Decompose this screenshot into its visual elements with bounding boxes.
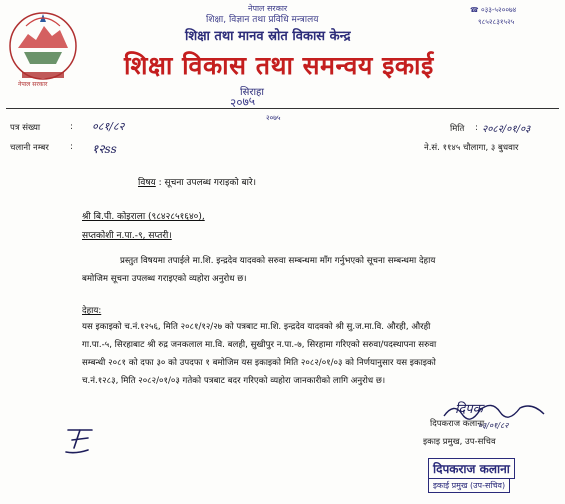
recipient-address: सप्तकोशी न.पा.-९, सप्तरी। <box>82 231 172 241</box>
body-paragraph-1-line-2: बमोजिम सूचना उपलब्ध गराइएको व्यहोरा अनुरोध छ। <box>82 274 247 284</box>
chalani-value: १२ss <box>92 142 117 156</box>
emblem-caption: नेपाल सरकार <box>18 81 48 88</box>
place-name: सिराहा <box>240 87 264 98</box>
phone-number-1 <box>470 6 516 15</box>
header-rule <box>6 108 559 109</box>
phone-number-2: ९८५२८३१५२५ <box>478 18 515 26</box>
chalani-label: चलानी नम्बर <box>10 143 49 153</box>
body-paragraph-2-line-1: यस इकाइको च.नं.१२५६, मिति २०८१/१२/२७ को पत्रबाट मा.शि. इन्द्रदेव यादवको श्री सु.ज.मा.वि. औरही, औरही <box>82 322 431 332</box>
center-name: शिक्षा तथा मानव स्रोत विकास केन्द्र <box>185 29 351 44</box>
initials-mark-icon <box>62 424 100 456</box>
phone-icon: ☎ <box>470 6 479 14</box>
signatory-name: दिपकराज कलाना <box>430 419 485 429</box>
letter-page: नेपाल सरकार नेपाल सरकार शिक्षा, विज्ञान तथा प्रविधि मन्त्रालय शिक्षा तथा मानव स्रोत विकास केन्द्र शिक्षा विकास तथा समन्वय इकाई सिराहा २०७५ २०७५ ☎ ०३३-५२००७४ ९८५२८३१५२५ पत्र संख्या : ०८१/८२ चलानी नम्बर : १२ss मिति : २०८२/०१/०३ ने.सं. ११४५ चौलागा, ३ बुधवार विषय : सूचना उपलब्ध गराइको बारे। श्री बि.पी. कोइराला (९८४२८५१६४०), सप्तकोशी न.पा.-९, सप्तरी। प्रस्तुत विषयमा तपाईले मा.शि. इन्द्रदेव यादवको सरुवा सम्बन्धमा माँग गर्नुभएको सूचना सम्बन्धमा देहाय बमोजिम सूचना उपलब्ध गराइएको व्यहोरा अनुरोध छ। देहाय: यस इकाइको च.नं.१२५६, मिति २०८१/१२/२७ को पत्रबाट मा.शि. इन्द्रदेव यादवको श्री सु.ज.मा.वि. औरही, औरही गा.पा.-५, सिरहाबाट श्री रुद्र जनकलाल मा.वि. बलही, सुखीपुर न.पा.-७, सिरहामा गरिएको सरुवा/पदस्थापना सरुवा सम्बन्धी २०८१ को दफा ३० को उपदफा १ बमोजिम यस इकाइको मिति २०८२/०१/०३ को निर्णयानुसार यस इकाइको च.नं.१२८३, मिति २०८२/०१/०३ गतेको पत्रबाट बदर गरिएको व्यहोरा जानकारीको लागि अनुरोध छ। दिपक ०३/०१/८२ दिपकराज कलाना इकाइ प्रमुख, उप-सचिव दिपकराज कलाना इकाई प्रमुख (उप-सचिव) <box>0 0 565 504</box>
title-stamp: इकाई प्रमुख (उप-सचिव) <box>428 478 510 493</box>
subject-text: : सूचना उपलब्ध गराइको बारे। <box>158 178 257 188</box>
date-label: मिति <box>450 124 465 134</box>
signature-scribble: दिपक <box>455 402 483 417</box>
unit-title: शिक्षा विकास तथा समन्वय इकाई <box>124 51 434 80</box>
nepal-samvat-date: ने.सं. ११४५ चौलागा, ३ बुधवार <box>424 143 519 153</box>
establishment-stamp: २०७५ <box>229 93 256 111</box>
phone-number-1-text: ०३३-५२००७४ <box>480 6 517 14</box>
government-name: नेपाल सरकार <box>248 4 288 13</box>
name-stamp: दिपकराज कलाना <box>428 458 515 479</box>
ministry-name: शिक्षा, विज्ञान तथा प्रविधि मन्त्रालय <box>206 15 319 25</box>
body-paragraph-1-line-1: प्रस्तुत विषयमा तपाईले मा.शि. इन्द्रदेव यादवको सरुवा सम्बन्धमा माँग गर्नुभएको सूचना सम्बन्धमा देहाय <box>120 256 436 266</box>
patra-value: ०८१/८२ <box>92 120 125 133</box>
body-paragraph-2-line-3: सम्बन्धी २०८१ को दफा ३० को उपदफा १ बमोजिम यस इकाइको मिति २०८२/०१/०३ को निर्णयानुसार यस इकाइको <box>82 358 436 368</box>
body-paragraph-2-line-2: गा.पा.-५, सिरहाबाट श्री रुद्र जनकलाल मा.वि. बलही, सुखीपुर न.पा.-७, सिरहामा गरिएको सरुवा/पदस्थापना सरुवा <box>82 340 437 350</box>
dehay-heading: देहाय: <box>82 306 102 316</box>
nepal-emblem-icon <box>6 6 80 90</box>
recipient-name: श्री बि.पी. कोइराला (९८४२८५१६४०), <box>82 212 205 222</box>
subject-line <box>138 175 256 188</box>
patra-label: पत्र संख्या <box>10 123 41 133</box>
signatory-title: इकाइ प्रमुख, उप-सचिव <box>423 437 496 447</box>
established-year: २०७५ <box>266 114 281 122</box>
date-value: २०८२/०१/०३ <box>482 124 531 135</box>
subject-label: विषय <box>138 178 156 188</box>
signature-date: ०३/०१/८२ <box>478 421 509 430</box>
body-paragraph-2-line-4: च.नं.१२८३, मिति २०८२/०१/०३ गतेको पत्रबाट बदर गरिएको व्यहोरा जानकारीको लागि अनुरोध छ। <box>82 376 386 386</box>
